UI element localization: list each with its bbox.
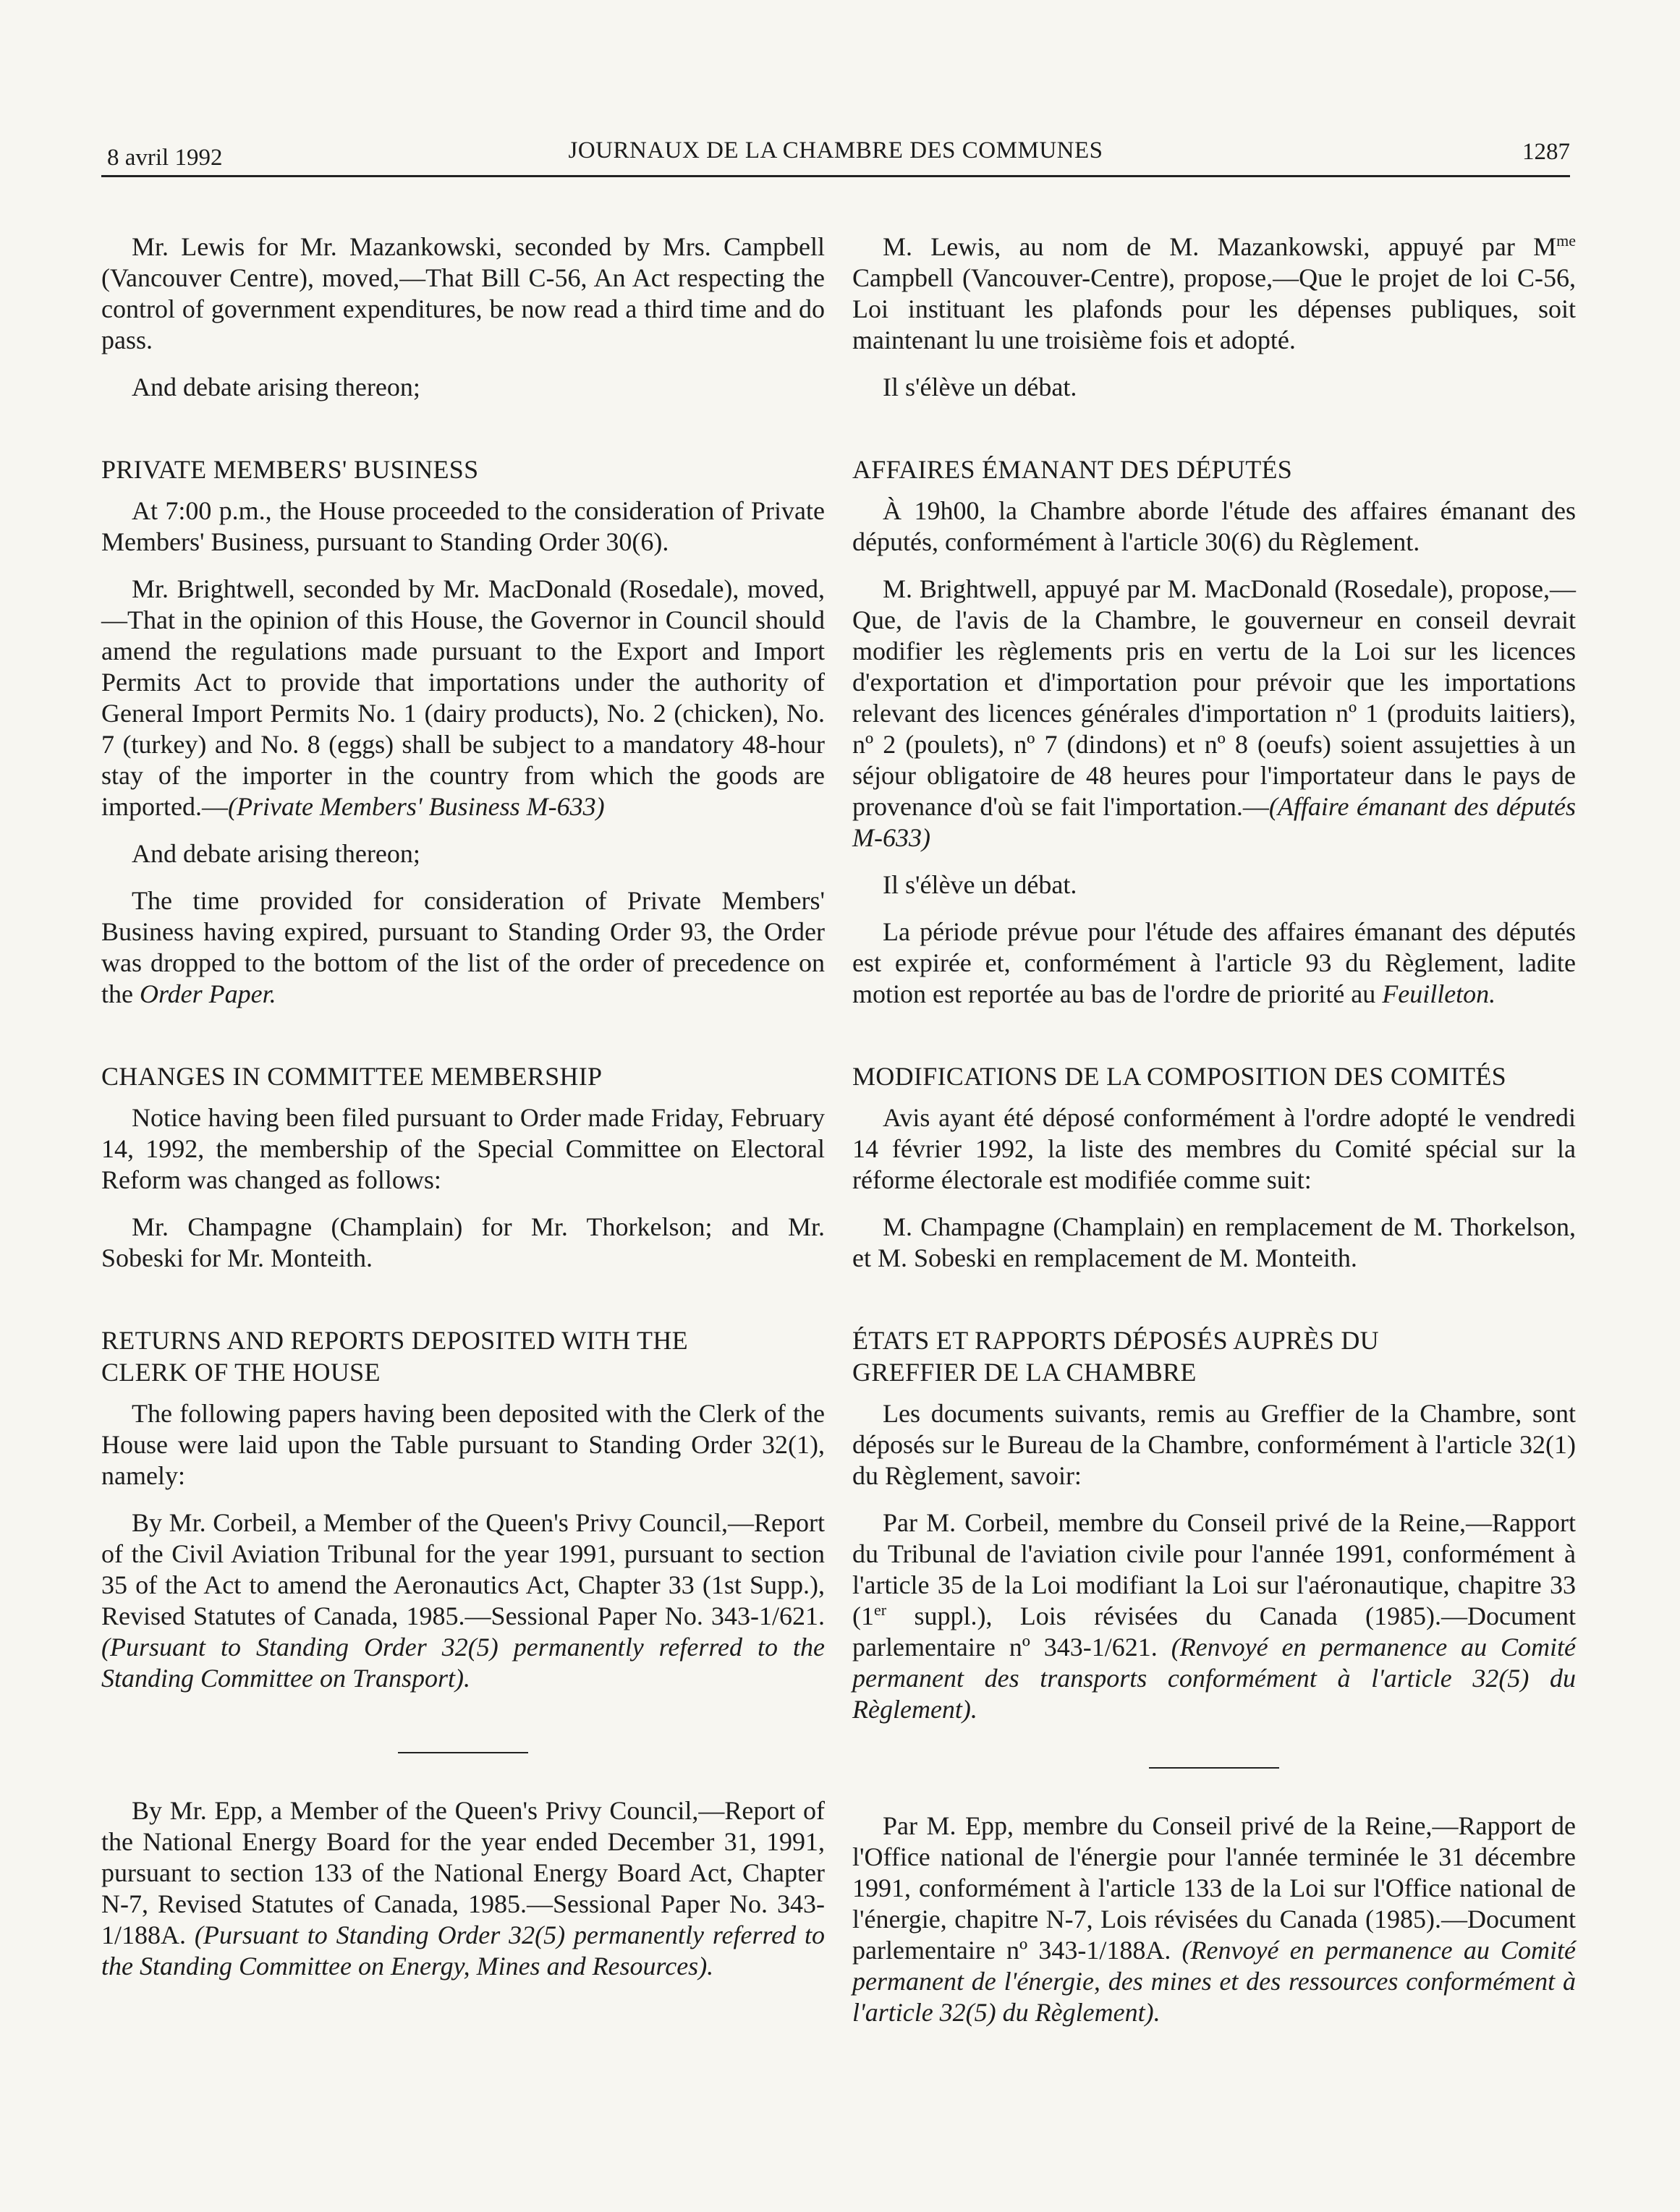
section-heading-returns-reports: RETURNS AND REPORTS DEPOSITED WITH THE CLERK OF THE HOUSE [101,1326,688,1387]
corbeil-report-ref: (Pursuant to Standing Order 32(5) permanently referred to the Standing Committee on Transport). [101,1633,825,1693]
pmb-motion-ref: (Private Members' Business M-633) [227,792,605,821]
pmb-expired-text-fr: La période prévue pour l'étude des affaires émanant des députés est expirée et, conformément à l'article 93 du Règlement, ladite motion est reportée au bas de l'ordre de priorité au [852,917,1576,1008]
epp-report-text: By Mr. Epp, a Member of the Queen's Privy Council,—Report of the National Energy Board for the year ended December 31, 1991, pursuant to section 133 of the National Energy Board Act, Chapter N-7, Revised Statutes of Canada, 1985.—Sessional Paper No. 343-1/188A. [101,1796,825,1949]
section-heading-composition-comites: MODIFICATIONS DE LA COMPOSITION DES COMITÉS [852,1062,1506,1091]
french-column [852,231,1576,2044]
page-number: 1287 [1522,139,1570,165]
section-heading-affaires-deputes: AFFAIRES ÉMANANT DES DÉPUTÉS [852,455,1293,484]
section-heading-etats-rapports: ÉTATS ET RAPPORTS DÉPOSÉS AUPRÈS DU GREFFIER DE LA CHAMBRE [852,1326,1379,1387]
debate-note-fr: Il s'élève un débat. [883,373,1077,401]
section-heading-committee-membership: CHANGES IN COMMITTEE MEMBERSHIP [101,1062,603,1091]
epp-report-ref: (Pursuant to Standing Order 32(5) permanently referred to the Standing Committee on Energy, Mines and Resources). [101,1920,825,1981]
returns-intro-fr: Les documents suivants, remis au Greffier de la Chambre, sont déposés sur le Bureau de la Chambre, conformément à l'article 32(1) du Règlement, savoir: [852,1399,1576,1490]
returns-intro: The following papers having been deposited with the Clerk of the House were laid upon the Table pursuant to Standing Order 32(1), namely: [101,1399,825,1490]
pmb-expired [101,885,825,1010]
pmb-motion [101,574,825,822]
page-header [101,137,1570,178]
bill-c56-motion-fr: M. Lewis, au nom de M. Mazankowski, appuyé par $M^{me}$ Campbell (Vancouver-Centre), propose,—Que le projet de loi C-56, Loi instituant les plafonds pour les dépenses publiques, soit maintenant lu une troisième fois et adopté. [852,231,1576,354]
epp-report-fr [852,1811,1576,2028]
bill-c56-motion: Mr. Lewis for Mr. Mazankowski, seconded by Mrs. Campbell (Vancouver Centre), moved,—That Bill C-56, An Act respecting the control of government expenditures, be now read a third time and do pass. [101,232,825,354]
committee-notice: Notice having been filed pursuant to Order made Friday, February 14, 1992, the membership of the Special Committee on Electoral Reform was changed as follows: [101,1103,825,1194]
header-rule [101,175,1570,177]
committee-change-fr: M. Champagne (Champlain) en remplacement de M. Thorkelson, et M. Sobeski en remplacement de M. Monteith. [852,1212,1576,1272]
pmb-motion-text-fr: M. Brightwell, appuyé par M. MacDonald (Rosedale), propose,—Que, de l'avis de la Chambre, le gouverneur en conseil devrait modifier les règlements pris en vertu de la Loi sur les licences d'exportation et d'importation pour prévoir que les importations relevant des licences générales d'importation nº 1 (produits laitiers), nº 2 (poulets), nº 7 (dindons) et nº 8 (oeufs) soient assujetties à un séjour obligatoire de 48 heures pour l'importateur dans le pays de provenance d'où se fait l'importation.— [852,574,1576,821]
feuilleton-ref: Feuilleton. [1382,979,1496,1008]
corbeil-report-ref-fr: (Renvoyé en permanence au Comité permanent des transports conformément à l'article 32(5) du Règlement). [852,1633,1576,1724]
committee-notice-fr: Avis ayant été déposé conformément à l'ordre adopté le vendredi 14 février 1992, la liste des membres du Comité spécial sur la réforme électorale est modifiée comme suit: [852,1103,1576,1194]
pmb-expired-text: The time provided for consideration of Private Members' Business having expired, pursuant to Standing Order 93, the Order was dropped to the bottom of the list of the order of precedence on the [101,886,825,1008]
header-date: 8 avril 1992 [107,145,223,171]
order-paper-ref: Order Paper. [139,979,276,1008]
corbeil-report-text: By Mr. Corbeil, a Member of the Queen's Privy Council,—Report of the Civil Aviation Tribunal for the year 1991, pursuant to section 35 of the Act to amend the Aeronautics Act, Chapter 33 (1st Supp.), Revised Statutes of Canada, 1985.—Sessional Paper No. 343-1/621. [101,1508,825,1630]
section-heading-private-members-business: PRIVATE MEMBERS' BUSINESS [101,455,479,484]
epp-report [101,1795,825,1982]
pmb-motion-ref-fr: (Affaire émanant des députés M-633) [852,792,1576,852]
epp-report-ref-fr: (Renvoyé en permanence au Comité permanent de l'énergie, des mines et des ressources conformément à l'article 32(5) du Règlement). [852,1936,1576,2027]
pmb-expired-fr [852,916,1576,1010]
epp-report-text-fr: Par M. Epp, membre du Conseil privé de la Reine,—Rapport de l'Office national de l'énergie pour l'année terminée le 31 décembre 1991, conformément à l'article 133 de la Loi sur l'Office national de l'énergie, chapitre N-7, Lois révisées du Canada (1985).—Document parlementaire nº 343-1/188A. [852,1811,1576,1965]
journal-title: JOURNAUX DE LA CHAMBRE DES COMMUNES [568,137,1103,163]
debate-note: And debate arising thereon; [132,839,420,868]
pmb-intro: At 7:00 p.m., the House proceeded to the consideration of Private Members' Business, pursuant to Standing Order 30(6). [101,496,825,556]
corbeil-report-fr: Par M. Corbeil, membre du Conseil privé de la Reine,—Rapport du Tribunal de l'aviation civile pour l'année 1991, conformément à l'article 35 de la Loi modifiant la Loi sur l'aéronautique, chapitre 33 (1er suppl.), Lois révisées du Canada (1985).—Document parlementaire nº 343-1/621. (Renvoyé en permanence au Comité permanent des transports conformément à l'article 32(5) du Règlement). [852,1508,1576,1724]
corbeil-report [101,1507,825,1694]
english-column [101,231,825,1998]
pmb-motion-fr [852,574,1576,854]
debate-note: And debate arising thereon; [132,373,420,401]
pmb-motion-text: Mr. Brightwell, seconded by Mr. MacDonald (Rosedale), moved,—That in the opinion of this House, the Governor in Council should amend the regulations made pursuant to the Export and Import Permits Act to provide that importations under the authority of General Import Permits No. 1 (dairy products), No. 2 (chicken), No. 7 (turkey) and No. 8 (eggs) shall be subject to a mandatory 48-hour stay of the importer in the country from which the goods are imported.— [101,574,825,821]
committee-change: Mr. Champagne (Champlain) for Mr. Thorkelson; and Mr. Sobeski for Mr. Monteith. [101,1212,825,1272]
debate-note-fr: Il s'élève un débat. [883,870,1077,899]
pmb-intro-fr: À 19h00, la Chambre aborde l'étude des affaires émanant des députés, conformément à l'article 30(6) du Règlement. [852,496,1576,556]
